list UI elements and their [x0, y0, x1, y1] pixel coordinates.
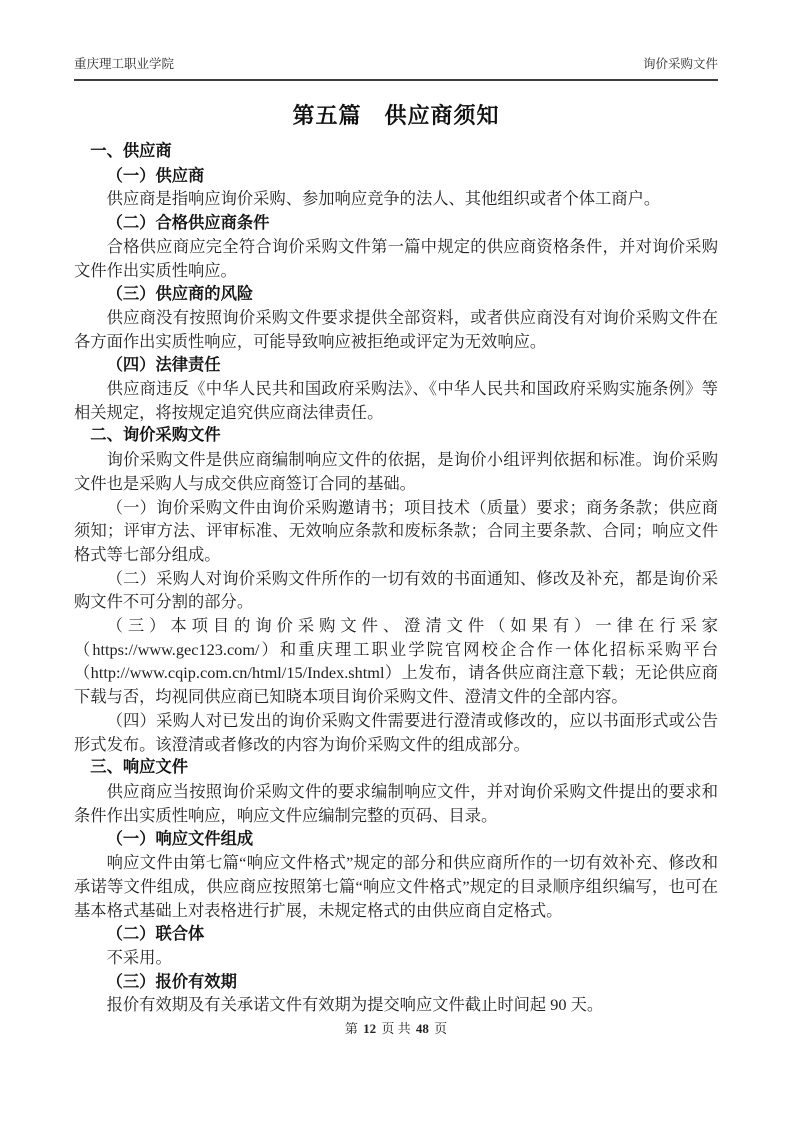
paragraph: （三）本项目的询价采购文件、澄清文件（如果有）一律在行采家（https://www.gec123.com/）和重庆理工职业学院官网校企合作一体化招标采购平台（http://www.cqip.com.cn/html/15/Index.shtml）上发布，请各供应商注意下载；无论供应商下载与否，均视同供应商已知晓本项目询价采购文件、澄清文件的全部内容。 [74, 616, 718, 707]
page-footer [74, 1020, 718, 1037]
paragraph: 供应商违反《中华人民共和国政府采购法》、《中华人民共和国政府采购实施条例》等相关规定，将按规定追究供应商法律责任。 [74, 379, 718, 422]
section-heading: 二、询价采购文件 [90, 426, 221, 445]
paragraph: 供应商没有按照询价采购文件要求提供全部资料，或者供应商没有对询价采购文件在各方面作出实质性响应，可能导致响应被拒绝或评定为无效响应。 [74, 307, 718, 351]
paragraph: （四）采购人对已发出的询价采购文件需要进行澄清或修改的，应以书面形式或公告形式发布。该澄清或者修改的内容为询价采购文件的组成部分。 [74, 710, 718, 754]
paragraph: （一）询价采购文件由询价采购邀请书；项目技术（质量）要求；商务条款；供应商须知；评审方法、评审标准、无效响应条款和废标条款；合同主要条款、合同；响应文件格式等七部分组成。 [74, 497, 718, 564]
page-title: 第五篇 供应商须知 [292, 103, 500, 128]
document-body [74, 140, 718, 1017]
paragraph: 合格供应商应完全符合询价采购文件第一篇中规定的供应商资格条件，并对询价采购文件作出实质性响应。 [74, 236, 718, 280]
footer-suffix: 页 [434, 1021, 448, 1037]
paragraph: 报价有效期及有关承诺文件有效期为提交响应文件截止时间起 90 天。 [106, 995, 604, 1015]
paragraph: 响应文件由第七篇“响应文件格式”规定的部分和供应商所作的一切有效补充、修改和承诺等文件组成，供应商应按照第七篇“响应文件格式”规定的目录顺序组织编写，也可在基本格式基础上对表格进行扩展，未规定格式的由供应商自定格式。 [74, 853, 718, 920]
subsection-heading: （二）合格供应商条件 [106, 213, 270, 233]
subsection-heading: （一）供应商 [106, 165, 205, 185]
subsection-heading: （一）响应文件组成 [106, 829, 254, 849]
section-heading: 三、响应文件 [90, 758, 188, 777]
current-page-number: 12 [363, 1021, 377, 1037]
paragraph: 供应商应当按照询价采购文件的要求编制响应文件，并对询价采购文件提出的要求和条件作出实质性响应，响应文件应编制完整的页码、目录。 [74, 781, 718, 825]
paragraph: （二）采购人对询价采购文件所作的一切有效的书面通知、修改及补充，都是询价采购文件不可分割的部分。 [74, 568, 718, 612]
paragraph: 供应商是指响应询价采购、参加响应竞争的法人、其他组织或者个体工商户。 [106, 189, 661, 209]
section-heading: 一、供应商 [90, 142, 172, 160]
footer-prefix: 第 [344, 1021, 358, 1037]
total-page-number: 48 [415, 1021, 429, 1037]
paragraph: 不采用。 [106, 947, 172, 967]
page-header [74, 0, 718, 81]
subsection-heading: （四）法律责任 [106, 355, 221, 375]
header-right-text: 询价采购文件 [642, 57, 718, 71]
subsection-heading: （三）供应商的风险 [106, 284, 254, 304]
footer-middle: 页 共 [381, 1021, 411, 1037]
header-left-text: 重庆理工职业学院 [74, 57, 175, 71]
subsection-heading: （三）报价有效期 [106, 971, 237, 991]
paragraph: 询价采购文件是供应商编制响应文件的依据，是询价小组评判依据和标准。询价采购文件也是采购人与成交供应商签订合同的基础。 [74, 450, 718, 493]
subsection-heading: （二）联合体 [106, 924, 205, 944]
